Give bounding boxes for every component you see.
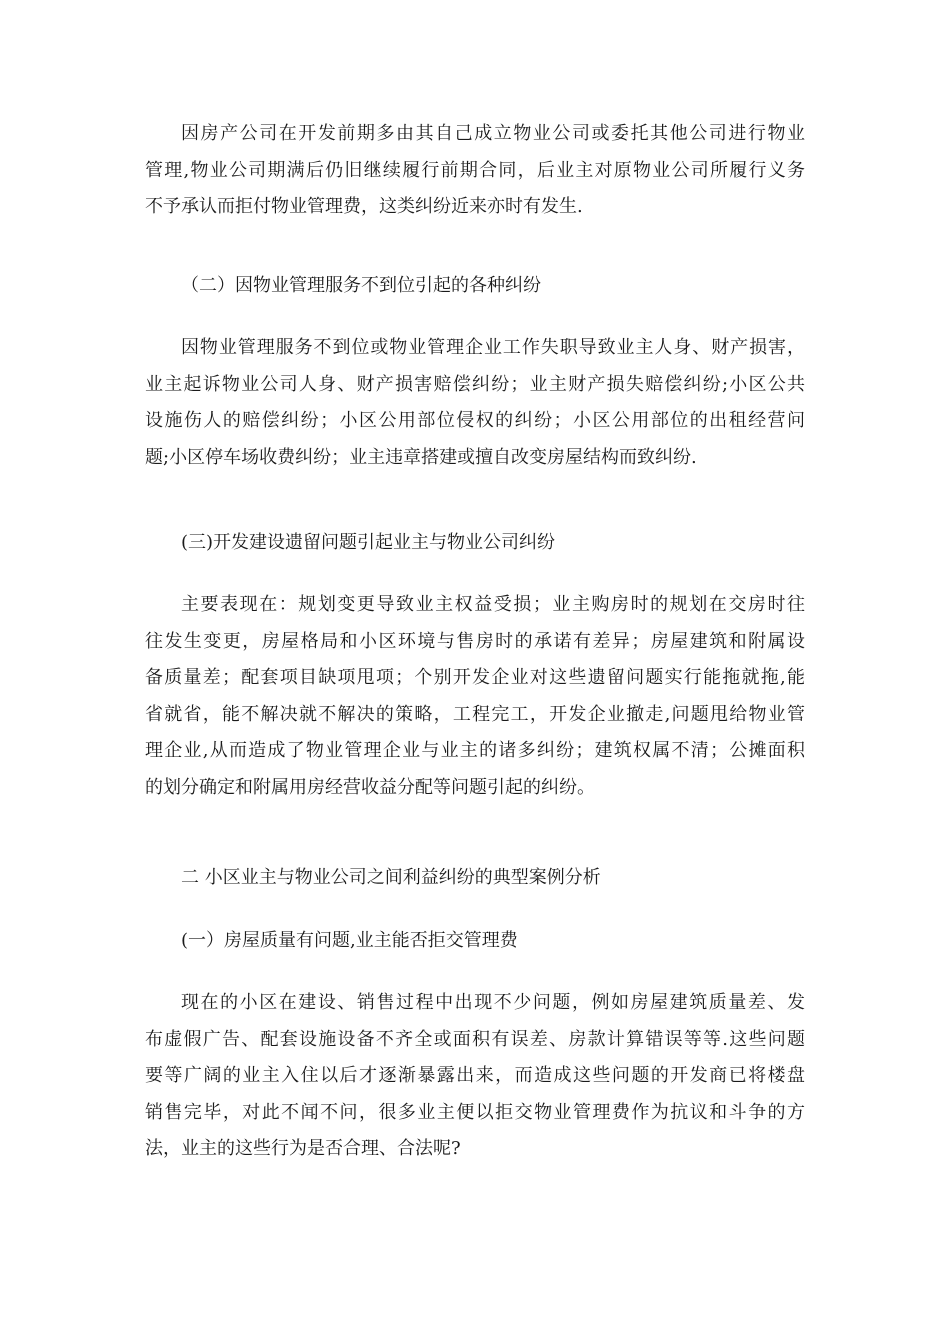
paragraph-line: 备质量差；配套项目缺项甩项；个别开发企业对这些遗留问题实行能拖就拖,能: [145, 667, 805, 688]
section-heading: [145, 923, 805, 960]
paragraph-line: 法，业主的这些行为是否合理、合法呢?: [145, 1138, 461, 1159]
paragraph-line: 的划分确定和附属用房经营收益分配等问题引起的纠纷。: [145, 776, 595, 798]
paragraph-line: 因物业管理服务不到位或物业管理企业工作失职导致业主人身、财产损害，: [181, 337, 805, 358]
body-paragraph: [145, 587, 805, 806]
paragraph-line: 省就省，能不解决就不解决的策略，工程完工，开发企业撤走,问题甩给物业管: [145, 703, 805, 725]
body-paragraph: [145, 330, 805, 476]
paragraph-line: 往发生变更，房屋格局和小区环境与售房时的承诺有差异；房屋建筑和附属设: [145, 630, 805, 652]
heading-line: （二）因物业管理服务不到位引起的各种纠纷: [181, 275, 541, 296]
body-paragraph: [145, 116, 805, 226]
paragraph-line: 设施伤人的赔偿纠纷；小区公用部位侵权的纠纷；小区公用部位的出租经营问: [145, 410, 805, 431]
paragraph-line: 布虚假广告、配套设施设备不齐全或面积有误差、房款计算错误等等.这些问题: [145, 1028, 805, 1050]
paragraph-line: 理企业,从而造成了物业管理企业与业主的诸多纠纷；建筑权属不清；公摊面积: [145, 740, 805, 761]
paragraph-line: 不予承认而拒付物业管理费，这类纠纷近来亦时有发生.: [145, 196, 583, 217]
paragraph-line: 销售完毕，对此不闻不问，很多业主便以拒交物业管理费作为抗议和斗争的方: [145, 1101, 805, 1123]
heading-line: (三)开发建设遗留问题引起业主与物业公司纠纷: [181, 532, 556, 553]
paragraph-line: 要等广阔的业主入住以后才逐渐暴露出来，而造成这些问题的开发商已将楼盘: [145, 1065, 805, 1086]
paragraph-line: 业主起诉物业公司人身、财产损害赔偿纠纷；业主财产损失赔偿纠纷;小区公共: [145, 373, 805, 395]
paragraph-line: 主要表现在：规划变更导致业主权益受损；业主购房时的规划在交房时往: [181, 594, 805, 615]
body-paragraph: [145, 985, 805, 1168]
heading-line: (一）房屋质量有问题,业主能否拒交管理费: [181, 930, 518, 951]
paragraph-line: 管理,物业公司期满后仍旧继续履行前期合同，后业主对原物业公司所履行义务: [145, 159, 805, 181]
paragraph-line: 因房产公司在开发前期多由其自己成立物业公司或委托其他公司进行物业: [181, 123, 805, 144]
paragraph-line: 现在的小区在建设、销售过程中出现不少问题，例如房屋建筑质量差、发: [181, 992, 805, 1013]
heading-line: 二 小区业主与物业公司之间利益纠纷的典型案例分析: [181, 867, 601, 888]
section-heading: [145, 860, 805, 897]
paragraph-line: 题;小区停车场收费纠纷；业主违章搭建或擅自改变房屋结构而致纠纷.: [145, 446, 697, 468]
section-heading: [145, 525, 805, 562]
section-heading: [145, 268, 805, 305]
